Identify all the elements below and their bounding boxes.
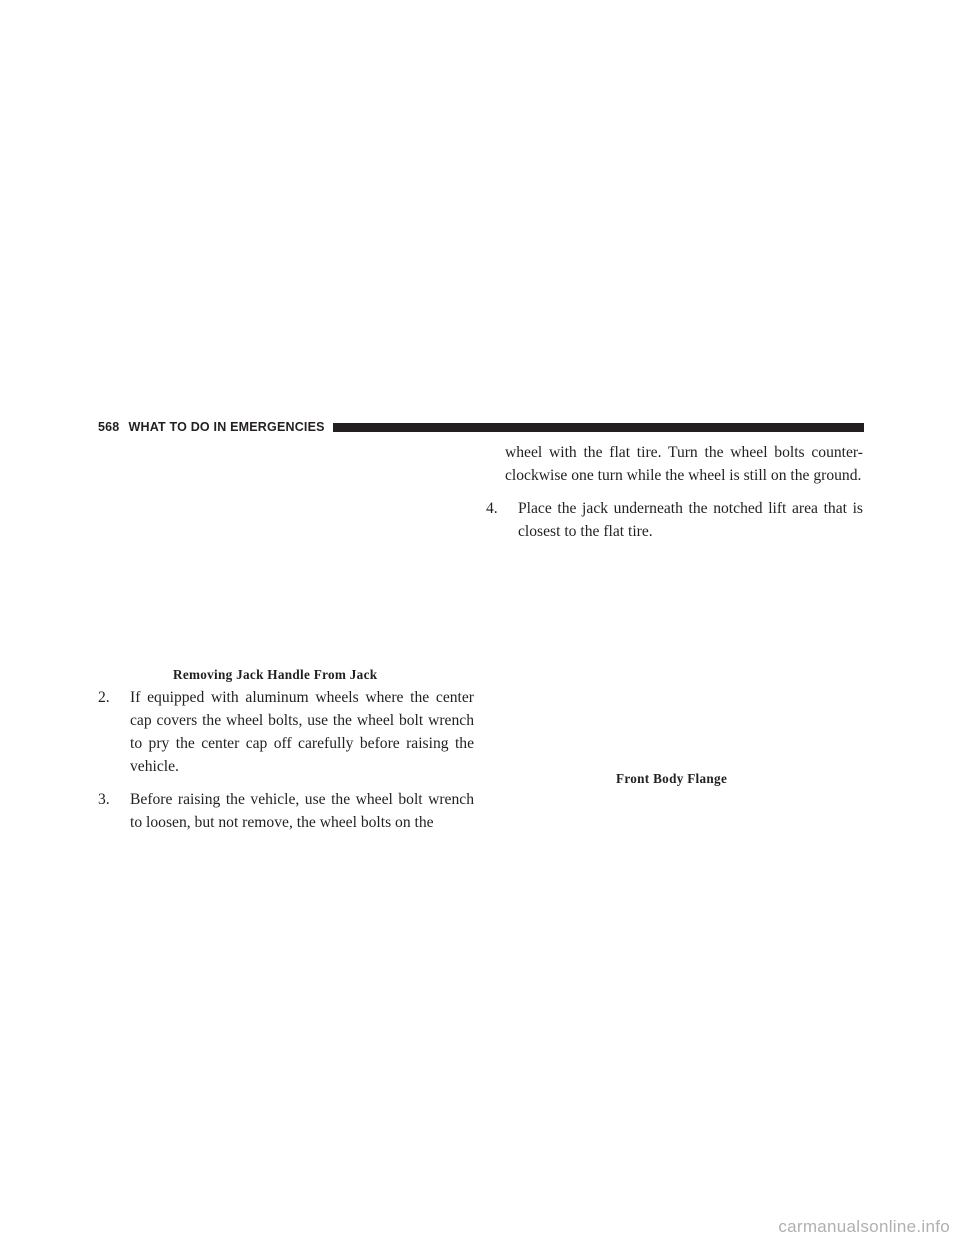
figure-caption-front-body-flange: Front Body Flange	[616, 771, 728, 786]
list-item-text: Before raising the vehicle, use the wheel bolt wrench to loosen, but not remove, the wheel bolts on the	[130, 791, 474, 831]
list-item-number: 2.	[98, 689, 110, 706]
list-item-4	[486, 497, 863, 543]
list-item-text: If equipped with aluminum wheels where the center cap covers the wheel bolts, use the wheel bolt wrench to pry the center cap off carefully before raising the vehicle.	[130, 689, 474, 775]
left-column	[98, 686, 474, 844]
page-header	[98, 418, 864, 436]
list-item-text: Place the jack underneath the notched lift area that is closest to the flat tire.	[518, 500, 863, 540]
watermark: carmanualsonline.info	[778, 1217, 950, 1236]
list-item-number: 3.	[98, 791, 110, 808]
section-title: WHAT TO DO IN EMERGENCIES	[128, 420, 325, 434]
continued-paragraph: wheel with the flat tire. Turn the wheel bolts counter-clockwise one turn while the wheel is still on the ground.	[505, 444, 863, 484]
list-item-2	[98, 686, 474, 778]
header-rule	[333, 423, 864, 432]
page-number: 568	[98, 420, 120, 434]
list-item-number: 4.	[486, 500, 498, 517]
list-item-3	[98, 788, 474, 834]
figure-caption-jack-handle: Removing Jack Handle From Jack	[173, 667, 378, 682]
right-column	[486, 441, 863, 553]
